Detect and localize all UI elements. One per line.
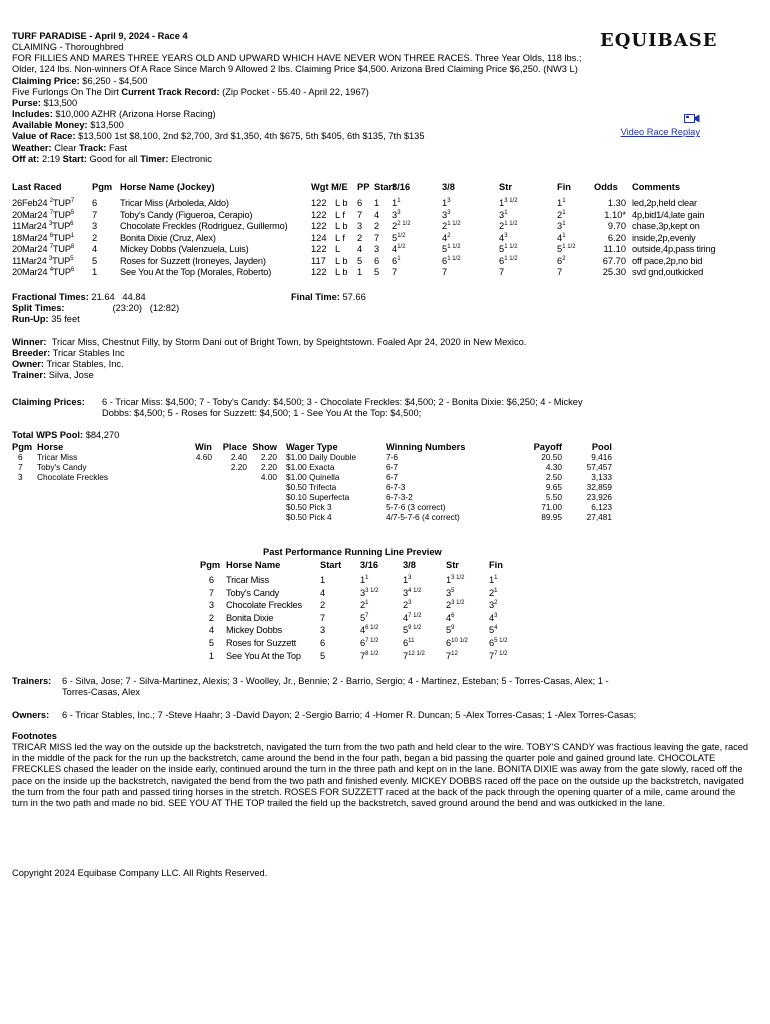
call-3-16: $2^1$ — [360, 600, 369, 611]
pool: 23,926 — [586, 491, 612, 502]
odds: 25.30 — [602, 267, 627, 277]
comment: led,2p,held clear — [632, 198, 697, 208]
fractional-section — [12, 292, 512, 325]
call-3-16: $6^1$ — [392, 255, 401, 266]
winning-numbers: 6-7 — [386, 462, 398, 473]
start: 3 — [320, 625, 326, 636]
pgm: 7 — [92, 209, 98, 220]
call-3-8: $2^{1 1/2}$ — [442, 220, 461, 231]
call-fin: $5^{1 1/2}$ — [557, 243, 576, 254]
last-raced: 20Mar24 $^4$TUP$^6$ — [12, 266, 74, 277]
post-position: 4 — [357, 244, 363, 254]
weight: 122 — [311, 209, 327, 220]
winning-numbers: 6-7 — [386, 472, 398, 483]
wps-table: Pgm Horse Win Place Show 6 Tricar Miss 4.60 2.40 2.20 7 Toby's Candy 2.20 2.20 3 Chocolate Freckles 4.00 — [12, 442, 277, 483]
horse-jockey: Roses for Suzzett (Ironeyes, Jayden) — [120, 255, 266, 266]
call-3-16: $3^3$ — [392, 209, 401, 220]
odds: 1.10* — [604, 209, 627, 220]
place — [212, 473, 247, 483]
wager-row — [286, 513, 612, 523]
post-position: 3 — [357, 221, 363, 231]
runup-label: Run-Up: — [12, 314, 49, 325]
last-raced: 11Mar24 $^3$TUP$^5$ — [12, 255, 74, 266]
split-times: (23:20) (12:82) — [112, 303, 180, 314]
col-last-raced: Last Raced — [12, 182, 62, 192]
last-raced: 18Mar24 $^6$TUP$^1$ — [12, 232, 74, 243]
call-3-16: $5^{1/2}$ — [392, 232, 406, 243]
odds: 1.30 — [607, 198, 627, 208]
col-odds: Odds — [594, 182, 618, 192]
pool: 6,123 — [591, 501, 612, 512]
call-3-8: $6^{11}$ — [403, 637, 415, 648]
winning-numbers: 4/7-5-7-6 (4 correct) — [386, 511, 460, 522]
copyright: Copyright 2024 Equibase Company LLC. All Rights Reserved. — [12, 868, 268, 878]
horse: Tricar Miss — [37, 452, 78, 463]
owners: Owners: 6 - Tricar Stables, Inc.; 7 -Steve Haahr; 3 -David Dayon; 2 -Sergio Barrio; 4 -Homer R. Duncan; 5 -Alex Torres-Casas; 1 -Alex Torres-Casas; — [12, 710, 637, 720]
call-fin: $2^1$ — [557, 209, 566, 220]
win — [177, 463, 212, 473]
post-position: 5 — [357, 255, 363, 266]
race-distance: Five Furlongs On The Dirt Current Track Record: (Zip Pocket - 55.40 - April 22, 1967) — [12, 86, 369, 97]
pp-row — [200, 638, 530, 651]
pp-row — [200, 588, 530, 601]
call-3-8: $4^{7 1/2}$ — [403, 612, 422, 623]
winning-numbers: 6-7-3-2 — [386, 491, 413, 502]
horse-jockey: Bonita Dixie (Cruz, Alex) — [120, 232, 216, 243]
comment: 4p,bid1/4,late gain — [632, 209, 705, 220]
race-title: TURF PARADISE - April 9, 2024 - Race 4 — [12, 31, 188, 41]
wager-type: $0.50 Pick 3 — [286, 501, 332, 512]
col-pp: PP — [357, 182, 370, 192]
horse-jockey: See You At the Top (Morales, Roberto) — [120, 267, 272, 277]
col-str: Str — [499, 182, 512, 192]
pp-table: Pgm Horse Name Start 3/16 3/8 Str Fin 6 Tricar Miss 1 $1^1$ $1^3$ $1^{3 1/2}$ $1^1$ 7 Toby's Candy 4 $3^{3 1/2}$ $3^{4 1/2}$ $3^5$ $2^1$ 3 Chocolate Freckles 2 $2^1$ $2^3$ $2^{3 1/2}$ $3^2$ 2 Bonita Dixie 7 $5^7$ $4^{7 1/2}$ $4^6$ $4^3$ 4 Mickey Dobbs 3 $4^{6 1/2}$ $5^{9 1/2}$ $5^9$ $5^4$ 5 Roses for Suzzett 6 $6^{7 1/2}$ $6^{11}$ $6^{10 1/2}$ $6^{5 1/2}$ 1 See You At the Top 5 $7^{8 1/2}$ $7^{12 1/2}$ $7^{12}$ $7^{7 1/2}$ — [200, 560, 530, 663]
call-fin: $7^{7 1/2}$ — [489, 650, 508, 661]
results-row — [12, 198, 752, 210]
med-equip: L b — [335, 267, 348, 277]
pp-title: Past Performance Running Line Preview — [263, 547, 442, 557]
last-raced: 20Mar24 $^7$TUP$^5$ — [12, 209, 74, 220]
winner-text: Tricar Miss, Chestnut Filly, by Storm Dani out of Bright Town, by Speightstown. Foaled Apr 24, 2020 in New Mexico. — [51, 337, 527, 347]
results-table — [12, 182, 752, 279]
last-raced: 11Mar24 $^3$TUP$^6$ — [12, 220, 74, 231]
pgm: 6 — [92, 198, 98, 208]
call-3-16: $1^1$ — [360, 574, 369, 585]
call-3-8: $4^2$ — [442, 232, 451, 243]
pgm: 6 — [18, 452, 23, 463]
col-horse: Horse Name (Jockey) — [120, 182, 215, 192]
call-3-8: $5^{9 1/2}$ — [403, 625, 422, 636]
call-3-16: $1^1$ — [392, 197, 401, 208]
call-fin: $4^3$ — [489, 612, 498, 623]
start: 4 — [320, 587, 326, 598]
purse: Purse: $13,500 — [12, 97, 78, 108]
pgm: 1 — [92, 267, 98, 277]
claiming-prices: Claiming Prices: 6 - Tricar Miss: $4,500; 7 - Toby's Candy: $4,500; 3 - Chocolate Freckles: $4,500; 2 - Bonita Dixie: $6,250; 4 - Mickey Dobbs: $4,500; 5 - Roses for Suzzett: $4,500; 1 - See You At the Top: $4,500; — [12, 397, 583, 419]
call-3-8: 7 — [442, 267, 448, 277]
final-time: Final Time: 57.66 — [291, 292, 366, 302]
owner-text: Tricar Stables, Inc. — [46, 359, 124, 370]
equibase-logo: EQUIBASE — [600, 30, 718, 51]
value-of-race: Value of Race: $13,500 1st $8,100, 2nd $2,700, 3rd $1,350, 4th $675, 5th $405, 6th $135, 7th $135 — [12, 131, 425, 142]
call-fin: 7 — [557, 267, 563, 277]
footnotes-text: TRICAR MISS led the way on the outside up the backstretch, navigated the turn from the two path and held clear to the wire. TOBY'S CANDY was fractious leaving the gate, raced in the middle of the pack for the run up the backstretch, came around the bend in the four path, began a bid passing the quarter pole and gained ground late. CHOCOLATE FRECKLES chased the leader on the inside early, continued around the turn in the three path and kept on in the lane. BONITA DIXIE was away from the gate slowly, raced off the pace on the inside up the backstretch, navigated the bend from the two path and finished evenly. MICKEY DOBBS raced off the pace on the outside up the backstretch, navigated the turn from the four path and passed tiring horses in the stretch. ROSES FOR SUZZETT raced at the back of the pack through the opening quarter of a mile, came around the turn in the two path and made no bid. SEE YOU AT THE TOP trailed the field up the backstretch, saved ground around the bend and was outkicked in the lane. — [12, 742, 749, 808]
weight: 122 — [311, 198, 327, 208]
available-money: Available Money: $13,500 — [12, 120, 124, 131]
includes: Includes: $10,000 AZHR (Arizona Horse Racing) — [12, 109, 216, 120]
race-conditions: FOR FILLIES AND MARES THREE YEARS OLD AND UPWARD WHICH HAVE NEVER WON THREE RACES. Three Year Olds, 118 lbs.; Older, 124 lbs. Non-winners Of A Race Since March 9 Allowed 2 lbs. Claiming Price $4,500. Arizona Bred Claiming Price $6,250. (NW3 L) Claiming Price: $6,250 - $4,500 — [12, 53, 582, 86]
wager-row — [286, 453, 612, 463]
results-row — [12, 210, 752, 222]
pgm: 1 — [208, 650, 214, 661]
winning-numbers: 7-6 — [386, 452, 398, 463]
call-3-16: $3^{3 1/2}$ — [360, 587, 379, 598]
call-fin: $1^1$ — [557, 197, 566, 208]
results-row — [12, 221, 752, 233]
med-equip: L b — [335, 221, 348, 231]
call-str: $5^{1 1/2}$ — [499, 243, 518, 254]
post-position: 1 — [357, 267, 363, 277]
video-camera-icon — [684, 113, 700, 124]
wps-row — [12, 473, 277, 483]
col-wgt-me: Wgt M/E — [311, 182, 348, 192]
call-3-8: $3^3$ — [442, 209, 451, 220]
pp-table-wrap — [200, 560, 530, 663]
results-row — [12, 233, 752, 245]
pgm: 2 — [92, 232, 98, 243]
show: 4.00 — [260, 472, 277, 483]
start: 2 — [320, 600, 326, 611]
weight: 122 — [311, 267, 327, 277]
payoff: 89.95 — [541, 511, 562, 522]
call-3-8: $1^3$ — [403, 574, 412, 585]
call-str: $6^{10 1/2}$ — [446, 637, 468, 648]
col-start: Start — [374, 182, 396, 192]
weight: 122 — [311, 221, 327, 231]
call-fin: $5^4$ — [489, 625, 498, 636]
video-replay-link[interactable]: Video Race Replay — [620, 127, 700, 138]
results-section — [12, 182, 752, 279]
call-3-8: $6^{1 1/2}$ — [442, 255, 461, 266]
winning-numbers: 6-7-3 — [386, 482, 406, 493]
call-str: $4^6$ — [446, 612, 455, 623]
horse: Tricar Miss — [226, 575, 269, 585]
wager-type: $1.00 Quinella — [286, 472, 340, 483]
odds: 9.70 — [607, 221, 627, 231]
call-fin: $2^1$ — [489, 587, 498, 598]
call-str: $3^5$ — [446, 587, 455, 598]
horse: Chocolate Freckles — [37, 472, 109, 483]
odds: 67.70 — [602, 255, 627, 266]
trainer-text: Silva, Jose — [48, 370, 94, 381]
pgm: 3 — [208, 600, 214, 611]
call-fin: $1^1$ — [489, 574, 498, 585]
pgm: 7 — [208, 587, 214, 598]
last-raced: 26Feb24 $^2$TUP$^7$ — [12, 197, 74, 208]
med-equip: L — [335, 244, 341, 254]
call-str: $7^{12}$ — [446, 650, 458, 661]
pool: 32,859 — [586, 482, 612, 493]
med-equip: L f — [335, 209, 345, 220]
med-equip: L b — [335, 198, 348, 208]
post-position: 6 — [357, 198, 363, 208]
call-fin: $6^2$ — [557, 255, 566, 266]
start: 7 — [374, 232, 380, 243]
winning-numbers: 5-7-6 (3 correct) — [386, 501, 446, 512]
call-fin: $3^2$ — [489, 600, 498, 611]
wager-type: $0.50 Pick 4 — [286, 511, 332, 522]
call-3-8: $3^{4 1/2}$ — [403, 587, 422, 598]
wagers-table-wrap — [286, 442, 612, 523]
horse-jockey: Mickey Dobbs (Valenzuela, Luis) — [120, 244, 249, 254]
call-str: $1^{3 1/2}$ — [499, 197, 518, 208]
wps-table-wrap — [12, 442, 277, 483]
pp-row — [200, 575, 530, 588]
pool: 57,457 — [586, 462, 612, 473]
pgm: 4 — [208, 625, 214, 636]
payoff: 71.00 — [541, 501, 562, 512]
horse-jockey: Chocolate Freckles (Rodriguez, Guillermo) — [120, 221, 288, 231]
pool: 27,481 — [586, 511, 612, 522]
call-3-16: 7 — [392, 267, 398, 277]
start: 6 — [320, 637, 326, 648]
wager-type: $1.00 Exacta — [286, 462, 335, 473]
pgm: 2 — [208, 612, 214, 623]
col-3-8: 3/8 — [442, 182, 455, 192]
start: 6 — [374, 255, 380, 266]
trainers: Trainers: 6 - Silva, Jose; 7 - Silva-Martinez, Alexis; 3 - Woolley, Jr., Bennie; 2 - Barrio, Sergio; 4 - Martinez, Esteban; 5 - Torres-Casas, Alex; 1 - Torres-Casas, Alex — [12, 676, 609, 698]
call-fin: $4^1$ — [557, 232, 566, 243]
horse: Chocolate Freckles — [226, 600, 302, 611]
win: 4.60 — [195, 452, 212, 463]
weight: 122 — [311, 244, 327, 254]
results-row — [12, 267, 752, 279]
pgm: 3 — [92, 221, 98, 231]
post-position: 7 — [357, 209, 363, 220]
call-str: $3^1$ — [499, 209, 508, 220]
runup-value: 35 feet — [51, 314, 80, 325]
col-3-16: 3/16 — [392, 182, 411, 192]
show: 2.20 — [260, 452, 277, 463]
win — [177, 473, 212, 483]
start: 3 — [374, 244, 380, 254]
horse-jockey: Tricar Miss (Arboleda, Aldo) — [120, 198, 229, 208]
comment: off pace,2p,no bid — [632, 255, 703, 266]
pgm: 5 — [208, 637, 214, 648]
call-3-16: $6^{7 1/2}$ — [360, 637, 379, 648]
horse: Roses for Suzzett — [226, 637, 296, 648]
med-equip: L b — [335, 255, 348, 266]
col-fin: Fin — [557, 182, 571, 192]
start: 4 — [374, 209, 380, 220]
call-3-8: $5^{1 1/2}$ — [442, 243, 461, 254]
call-3-8: $7^{12 1/2}$ — [403, 650, 425, 661]
start: 1 — [374, 198, 380, 208]
wps-total: Total WPS Pool: $84,270 — [12, 430, 120, 440]
call-str: $1^{3 1/2}$ — [446, 574, 465, 585]
split-label: Split Times: — [12, 303, 65, 314]
call-3-16: $4^{6 1/2}$ — [360, 625, 379, 636]
fractional-label: Fractional Times: — [12, 292, 89, 302]
weather-track: Weather: Clear Track: Fast — [12, 142, 128, 153]
pp-row — [200, 613, 530, 626]
wager-row — [286, 493, 612, 503]
start: 5 — [374, 267, 380, 277]
pool: 3,133 — [591, 472, 612, 483]
odds: 6.20 — [607, 232, 627, 243]
call-str: $4^3$ — [499, 232, 508, 243]
wager-type: $0.10 Superfecta — [286, 491, 350, 502]
payoff: 2.50 — [545, 472, 562, 483]
horse: See You At the Top — [226, 650, 301, 661]
col-pgm: Pgm — [92, 182, 113, 192]
start: 2 — [374, 221, 380, 231]
pgm: 7 — [18, 462, 23, 473]
place: 2.20 — [230, 462, 247, 473]
payoff: 5.50 — [545, 491, 562, 502]
wagers-table: Wager Type Winning Numbers Payoff Pool $1.00 Daily Double 7-6 20.50 9,416 $1.00 Exacta 6-7 4.30 57,457 $1.00 Quinella 6-7 2.50 3,133 $0.50 Trifecta 6-7-3 9.65 32,859 $0.10 Superfecta 6-7-3-2 5.50 23,926 $0.50 Pick 3 5-7-6 (3 correct) 71.00 6,123 $0.50 Pick 4 4/7-5-7-6 (4 correct) 89.95 27,481 — [286, 442, 612, 522]
comment: svd gnd,outkicked — [632, 267, 704, 277]
horse-jockey: Toby's Candy (Figueroa, Cerapio) — [120, 209, 253, 220]
pp-row — [200, 625, 530, 638]
results-row — [12, 256, 752, 268]
results-row — [12, 244, 752, 256]
payoff: 4.30 — [545, 462, 562, 473]
video-replay[interactable] — [621, 113, 700, 138]
call-str: $2^{1 1/2}$ — [499, 220, 518, 231]
call-str: $6^{1 1/2}$ — [499, 255, 518, 266]
horse: Toby's Candy — [37, 462, 87, 473]
last-raced: 20Mar24 $^7$TUP$^8$ — [12, 243, 74, 254]
pool: 9,416 — [591, 452, 612, 463]
comment: outside,4p,pass tiring — [632, 244, 716, 254]
footnotes: Footnotes TRICAR MISS led the way on the outside up the backstretch, navigated the turn from the two path and held clear to the wire. TOBY'S CANDY was fractious leaving the gate, raced in the middle of the pack for the run up the backstretch, came around the bend in the four path, began a bid passing the quarter pole and gained ground late. CHOCOLATE FRECKLES chased the leader on the inside early, continued around the turn in the three path and kept on in the lane. BONITA DIXIE was away from the gate slowly, raced off the pace on the inside up the backstretch, navigated the bend from the two path and finished evenly. MICKEY DOBBS raced off the pace on the outside up the backstretch, navigated the turn from the four path and passed tiring horses in the stretch. ROSES FOR SUZZETT raced at the back of the pack through the opening quarter of a mile, came around the turn in the two path and made no bid. SEE YOU AT THE TOP trailed the field up the backstretch, saved ground around the bend and was outkicked in the lane. — [12, 731, 752, 809]
payoff: 9.65 — [545, 482, 562, 493]
call-3-16: $7^{8 1/2}$ — [360, 650, 379, 661]
comment: inside,2p,evenly — [632, 232, 696, 243]
weight: 124 — [311, 232, 327, 243]
start: 1 — [320, 575, 326, 585]
call-str: $2^{3 1/2}$ — [446, 600, 465, 611]
weight: 117 — [311, 255, 326, 266]
pgm: 6 — [208, 575, 214, 585]
race-type: CLAIMING - Thoroughbred — [12, 42, 124, 53]
call-3-16: $2^{2 1/2}$ — [392, 220, 411, 231]
call-fin: $3^1$ — [557, 220, 566, 231]
pgm: 3 — [18, 472, 23, 483]
show: 2.20 — [260, 462, 277, 473]
wager-type: $1.00 Daily Double — [286, 452, 357, 463]
post-position: 2 — [357, 232, 363, 243]
call-str: 7 — [499, 267, 505, 277]
horse: Bonita Dixie — [226, 612, 274, 623]
pgm: 4 — [92, 244, 98, 254]
pp-row — [200, 600, 530, 613]
call-str: $5^9$ — [446, 625, 455, 636]
start: 7 — [320, 612, 326, 623]
fractional-times: 21.64 44.84 — [91, 292, 146, 302]
breeder-text: Tricar Stables Inc — [52, 348, 125, 359]
race-header — [12, 31, 597, 165]
wager-type: $0.50 Trifecta — [286, 482, 337, 493]
call-3-8: $2^3$ — [403, 600, 412, 611]
comment: chase,3p,kept on — [632, 221, 700, 231]
horse: Toby's Candy — [226, 587, 280, 598]
start: 5 — [320, 650, 326, 661]
call-3-16: $5^7$ — [360, 612, 369, 623]
payoff: 20.50 — [541, 452, 562, 463]
call-fin: $6^{5 1/2}$ — [489, 637, 508, 648]
pp-row — [200, 651, 530, 664]
pgm: 5 — [92, 255, 98, 266]
col-comments: Comments — [632, 182, 681, 192]
place: 2.40 — [230, 452, 247, 463]
winner-section: Winner: Tricar Miss, Chestnut Filly, by Storm Dani out of Bright Town, by Speightstown. Foaled Apr 24, 2020 in New Mexico. Breeder: Tricar Stables Inc Owner: Tricar Stables, Inc. Trainer: Silva, Jose — [12, 337, 527, 381]
horse: Mickey Dobbs — [226, 625, 282, 636]
call-3-16: $4^{1/2}$ — [392, 243, 406, 254]
med-equip: L f — [335, 232, 345, 243]
call-3-8: $1^3$ — [442, 197, 451, 208]
off-start-timer: Off at: 2:19 Start: Good for all Timer: Electronic — [12, 153, 212, 164]
odds: 11.10 — [603, 244, 627, 254]
